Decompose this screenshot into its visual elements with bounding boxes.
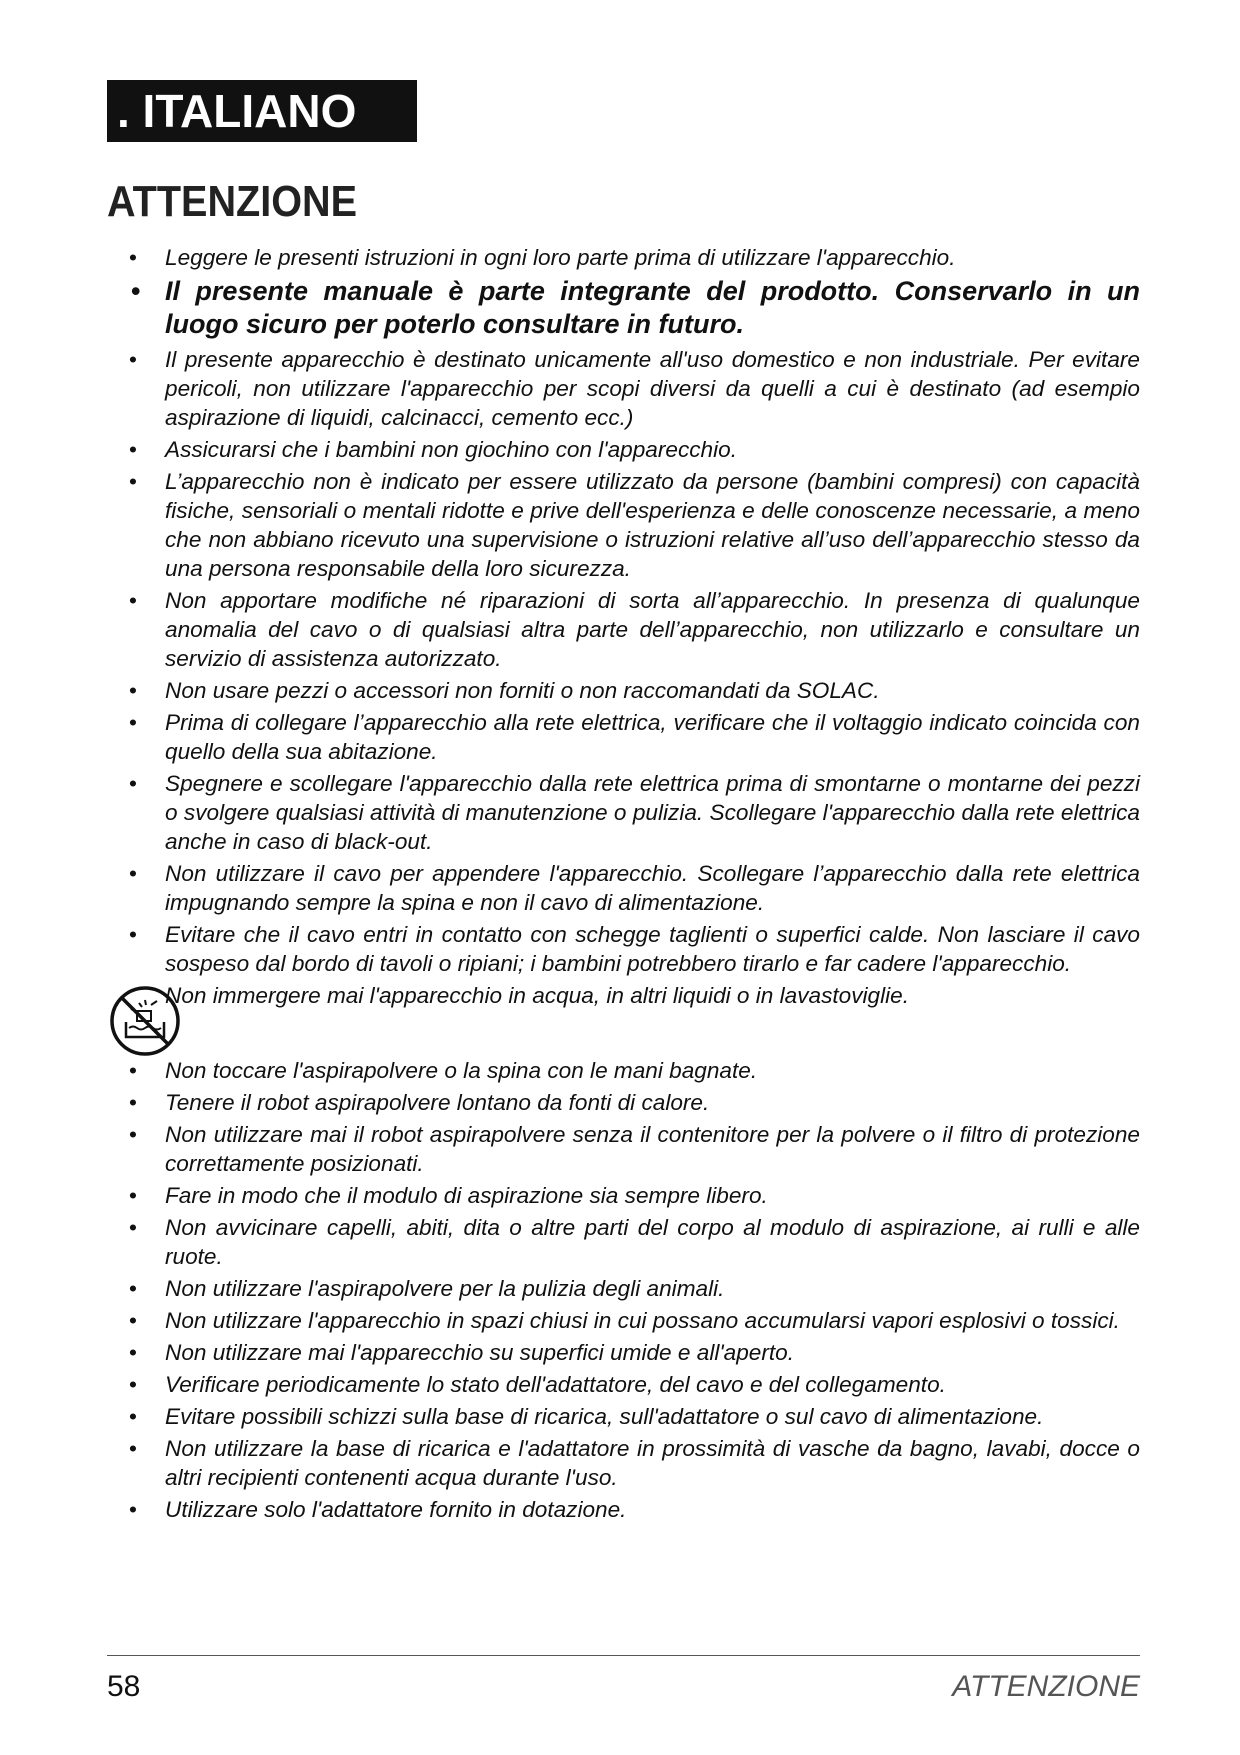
- bullet: •: [129, 1308, 137, 1333]
- warning-text: Non immergere mai l'apparecchio in acqua, in altri liquidi o in lavastoviglie.: [165, 983, 909, 1008]
- warning-text: Evitare possibili schizzi sulla base di ricarica, sull'adattatore o sul cavo di alimentazione.: [165, 1404, 1044, 1429]
- warning-text: Non utilizzare l'apparecchio in spazi chiusi in cui possano accumularsi vapori esplosivi o tossici.: [165, 1308, 1120, 1333]
- warning-text: Prima di collegare l’apparecchio alla rete elettrica, verificare che il voltaggio indicato coincida con quello della sua abitazione.: [165, 710, 1140, 764]
- warning-text: Non utilizzare mai l'apparecchio su superfici umide e all'aperto.: [165, 1340, 795, 1365]
- warning-text: Non usare pezzi o accessori non forniti o non raccomandati da SOLAC.: [165, 678, 880, 703]
- bullet: •: [129, 245, 137, 270]
- bullet: •: [129, 1276, 137, 1301]
- warning-text: Non toccare l'aspirapolvere o la spina con le mani bagnate.: [165, 1058, 758, 1083]
- warning-text: Assicurarsi che i bambini non giochino con l'apparecchio.: [165, 437, 737, 462]
- bullet: •: [129, 1436, 137, 1461]
- bullet: •: [129, 678, 137, 703]
- warning-item: [107, 1434, 1140, 1492]
- warning-text: Non utilizzare l'aspirapolvere per la pulizia degli animali.: [165, 1276, 725, 1301]
- warning-item: [107, 1402, 1140, 1431]
- warning-item: [107, 586, 1140, 673]
- warning-text: Spegnere e scollegare l'apparecchio dalla rete elettrica prima di smontarne o montarne dei pezzi o svolgere qualsiasi attività di manutenzione o pulizia. Scollegare l'apparecchio dalla rete elettrica anche in caso di black-out.: [165, 771, 1140, 854]
- warning-item: [107, 769, 1140, 856]
- warning-item: [107, 243, 1140, 272]
- no-water-immersion-icon: [109, 985, 181, 1057]
- section-title: ATTENZIONE: [107, 177, 358, 226]
- warning-text: Utilizzare solo l'adattatore fornito in dotazione.: [165, 1497, 627, 1522]
- language-banner: . ITALIANO: [107, 80, 417, 142]
- bullet: •: [129, 1497, 137, 1522]
- footer-divider: [107, 1655, 1140, 1656]
- bullet: •: [129, 347, 137, 372]
- warning-item: [107, 920, 1140, 978]
- bullet: •: [129, 1215, 137, 1240]
- bullet: •: [129, 1058, 137, 1083]
- warning-item-emphasis: [107, 275, 1140, 341]
- warning-item: [107, 1088, 1140, 1117]
- warning-text: Non apportare modifiche né riparazioni di sorta all’apparecchio. In presenza di qualunque anomalia del cavo o di qualsiasi altra parte dell’apparecchio, non utilizzarlo e consultare un servizio di assistenza autorizzato.: [165, 588, 1140, 671]
- bullet: •: [129, 1122, 137, 1147]
- warning-text: Il presente manuale è parte integrante del prodotto. Conservarlo in un luogo sicuro per poterlo consultare in futuro.: [165, 276, 1140, 339]
- warning-item: [107, 1338, 1140, 1367]
- warning-item: [107, 708, 1140, 766]
- warning-item: [107, 1495, 1140, 1524]
- warning-item: [107, 467, 1140, 583]
- warning-text: L’apparecchio non è indicato per essere utilizzato da persone (bambini compresi) con capacità fisiche, sensoriali o mentali ridotte e prive dell'esperienza e delle conoscenze necessarie, a meno che non abbiano ricevuto una supervisione o istruzioni relative all’uso dell’apparecchio stesso da una persona responsabile della loro sicurezza.: [165, 469, 1140, 581]
- bullet: •: [129, 1090, 137, 1115]
- bullet: •: [129, 771, 137, 796]
- warning-item: [107, 1120, 1140, 1178]
- warning-item: [107, 435, 1140, 464]
- warning-item: [107, 1306, 1140, 1335]
- warnings-list: [107, 243, 1140, 1527]
- warning-text: Il presente apparecchio è destinato unicamente all'uso domestico e non industriale. Per evitare pericoli, non utilizzare l'apparecchio per scopi diversi da quelli a cui è destinato (ad esempio aspirazione di liquidi, calcinacci, cemento ecc.): [165, 347, 1140, 430]
- page-number: 58: [107, 1670, 141, 1703]
- bullet: •: [129, 469, 137, 494]
- bullet: •: [129, 861, 137, 886]
- warning-item-with-icon: [107, 981, 1140, 1053]
- bullet: •: [129, 1183, 137, 1208]
- bullet: •: [131, 276, 141, 306]
- warning-item: [107, 1213, 1140, 1271]
- warning-text: Tenere il robot aspirapolvere lontano da fonti di calore.: [165, 1090, 710, 1115]
- warning-item: [107, 345, 1140, 432]
- warning-text: Non utilizzare mai il robot aspirapolvere senza il contenitore per la polvere o il filtro di protezione correttamente posizionati.: [165, 1122, 1140, 1176]
- warning-text: Verificare periodicamente lo stato dell'adattatore, del cavo e del collegamento.: [165, 1372, 946, 1397]
- bullet: •: [129, 437, 137, 462]
- bullet: •: [129, 922, 137, 947]
- warning-item: [107, 859, 1140, 917]
- warning-text: Non utilizzare il cavo per appendere l'apparecchio. Scollegare l’apparecchio dalla rete elettrica impugnando sempre la spina e non il cavo di alimentazione.: [165, 861, 1140, 915]
- footer-section-label: ATTENZIONE: [952, 1670, 1140, 1703]
- warning-item: [107, 1056, 1140, 1085]
- warning-text: Evitare che il cavo entri in contatto con schegge taglienti o superfici calde. Non lasciare il cavo sospeso dal bordo di tavoli o ripiani; i bambini potrebbero tirarlo e far cadere l'apparecchio.: [165, 922, 1140, 976]
- bullet: •: [129, 1340, 137, 1365]
- warning-text: Non utilizzare la base di ricarica e l'adattatore in prossimità di vasche da bagno, lavabi, docce o altri recipienti contenenti acqua durante l'uso.: [165, 1436, 1140, 1490]
- bullet: •: [129, 588, 137, 613]
- warning-text: Fare in modo che il modulo di aspirazione sia sempre libero.: [165, 1183, 768, 1208]
- warning-item: [107, 676, 1140, 705]
- warning-item: [107, 1181, 1140, 1210]
- warning-item: [107, 1274, 1140, 1303]
- warning-item: [107, 1370, 1140, 1399]
- bullet: •: [129, 1372, 137, 1397]
- bullet: •: [129, 1404, 137, 1429]
- warning-text: Leggere le presenti istruzioni in ogni loro parte prima di utilizzare l'apparecchio.: [165, 245, 956, 270]
- warning-text: Non avvicinare capelli, abiti, dita o altre parti del corpo al modulo di aspirazione, ai rulli e alle ruote.: [165, 1215, 1140, 1269]
- bullet: •: [129, 710, 137, 735]
